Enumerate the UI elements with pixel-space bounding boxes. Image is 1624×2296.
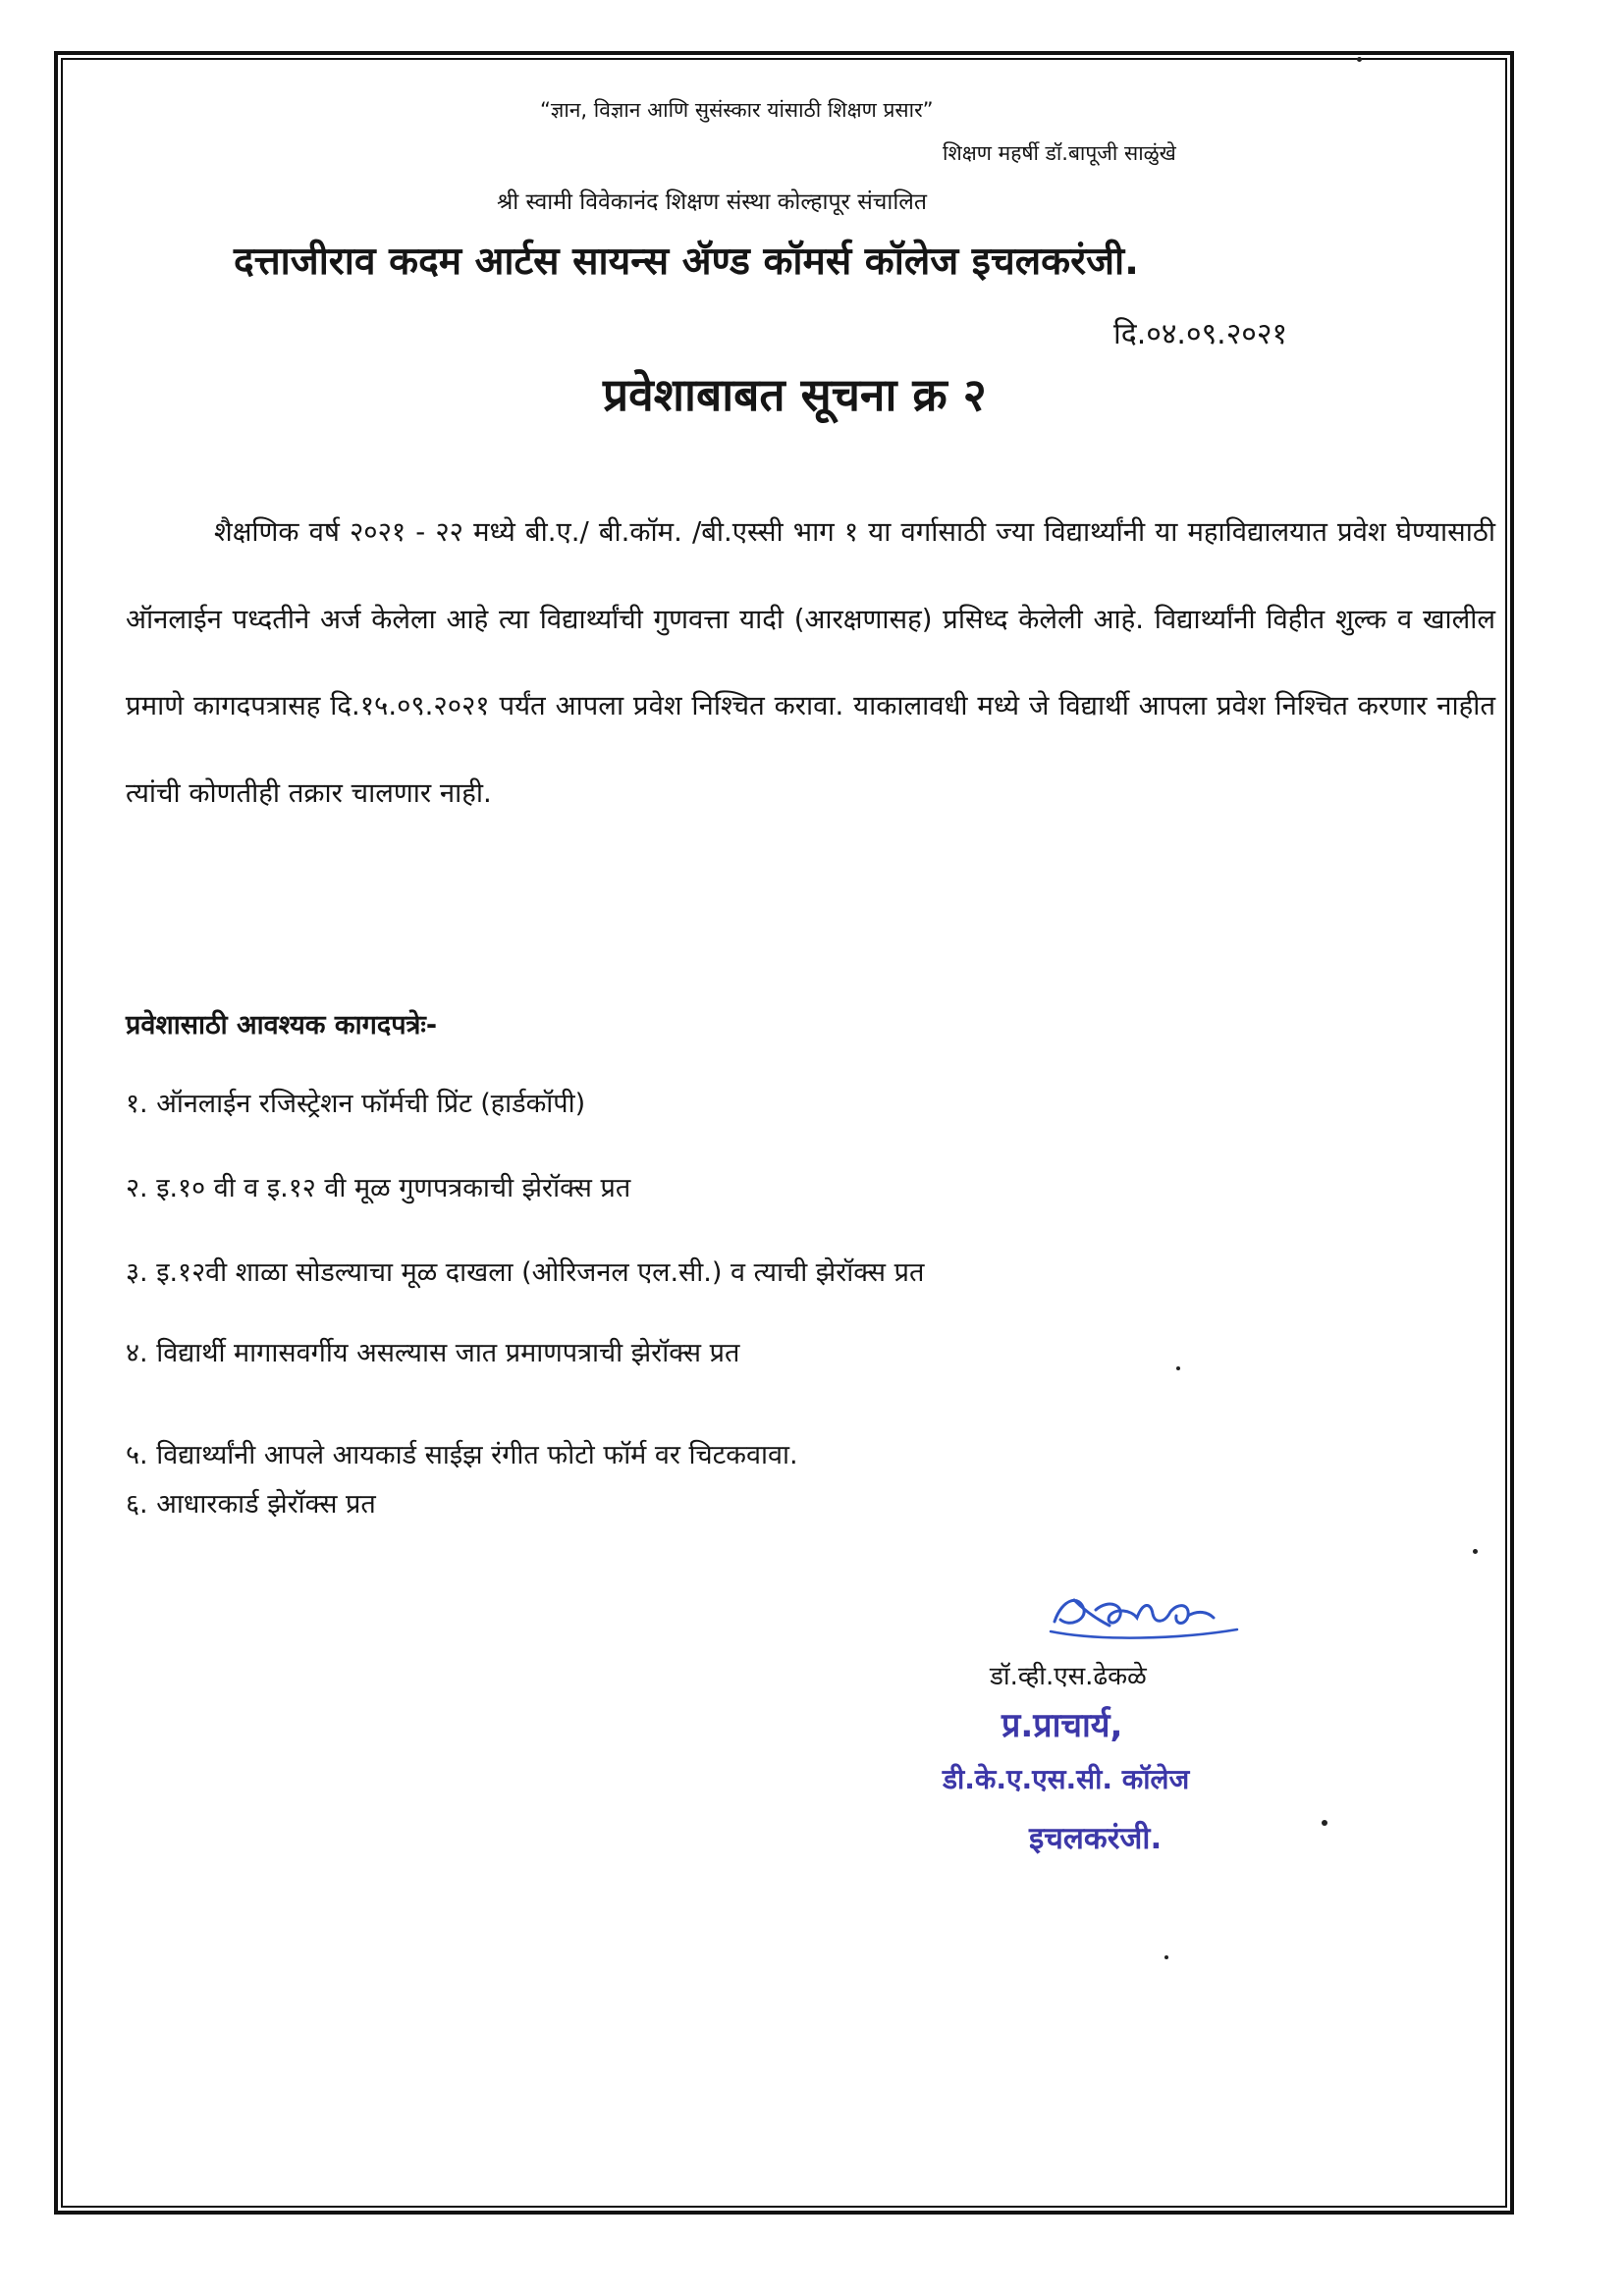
scan-speck xyxy=(1357,57,1362,62)
scan-speck xyxy=(1322,1820,1327,1826)
stamp-city: इचलकरंजी. xyxy=(1029,1821,1163,1856)
founder-line: शिक्षण महर्षी डॉ.बापूजी साळुंखे xyxy=(943,141,1176,165)
scan-speck xyxy=(1473,1549,1478,1554)
motto: “ज्ञान, विज्ञान आणि सुसंस्कार यांसाठी शिक्षण प्रसार” xyxy=(540,98,934,122)
document-item: १. ऑनलाईन रजिस्ट्रेशन फॉर्मची प्रिंट (हार्डकॉपी) xyxy=(126,1089,586,1119)
scan-speck xyxy=(1164,1955,1168,1959)
college-name: दत्ताजीराव कदम आर्टस सायन्स ॲण्ड कॉमर्स कॉलेज इचलकरंजी. xyxy=(234,240,1139,284)
stamp-title: प्र.प्राचार्य, xyxy=(1001,1706,1123,1745)
document-item: २. इ.१० वी व इ.१२ वी मूळ गुणपत्रकाची झेरॉक्स प्रत xyxy=(126,1173,631,1203)
document-item: ६. आधारकार्ड झेरॉक्स प्रत xyxy=(126,1489,376,1520)
signatory-name: डॉ.व्ही.एस.ढेकळे xyxy=(990,1662,1147,1691)
document-item: ३. इ.१२वी शाळा सोडल्याचा मूळ दाखला (ओरिजनल एल.सी.) व त्याची झेरॉक्स प्रत xyxy=(126,1257,925,1288)
notice-date: दि.०४.०९.२०२१ xyxy=(1113,317,1288,351)
document-item: ४. विद्यार्थी मागासवर्गीय असल्यास जात प्रमाणपत्राची झेरॉक्स प्रत xyxy=(126,1338,740,1368)
stamp-college: डी.के.ए.एस.सी. कॉलेज xyxy=(943,1763,1190,1795)
institution-line: श्री स्वामी विवेकानंद शिक्षण संस्था कोल्हापूर संचालित xyxy=(497,189,927,215)
handwritten-signature xyxy=(1041,1580,1257,1649)
notice-body xyxy=(126,489,1495,836)
document-item: ५. विद्यार्थ्यांनी आपले आयकार्ड साईझ रंगीत फोटो फॉर्म वर चिटकवावा. xyxy=(126,1440,798,1470)
scan-speck xyxy=(1176,1366,1180,1370)
documents-title: प्रवेशासाठी आवश्यक कागदपत्रेः- xyxy=(126,1010,438,1041)
notice-heading: प्रवेशाबाबत सूचना क्र २ xyxy=(603,368,987,421)
notice-paragraph: शैक्षणिक वर्ष २०२१ - २२ मध्ये बी.ए./ बी.कॉम. /बी.एस्सी भाग १ या वर्गासाठी ज्या विद्यार्थ्यांनी या महाविद्यालयात प्रवेश घेण्यासाठी ऑनलाईन पध्दतीने अर्ज केलेला आहे त्या विद्यार्थ्यांची गुणवत्ता यादी (आरक्षणासह) प्रसिध्द केलेली आहे. विद्यार्थ्यांनी विहीत शुल्क व खालील प्रमाणे कागदपत्रासह दि.१५.०९.२०२१ पर्यंत आपला प्रवेश निश्चित करावा. याकालावधी मध्ये जे विद्यार्थी आपला प्रवेश निश्चित करणार नाहीत त्यांची कोणतीही तक्रार चालणार नाही. xyxy=(126,516,1495,809)
